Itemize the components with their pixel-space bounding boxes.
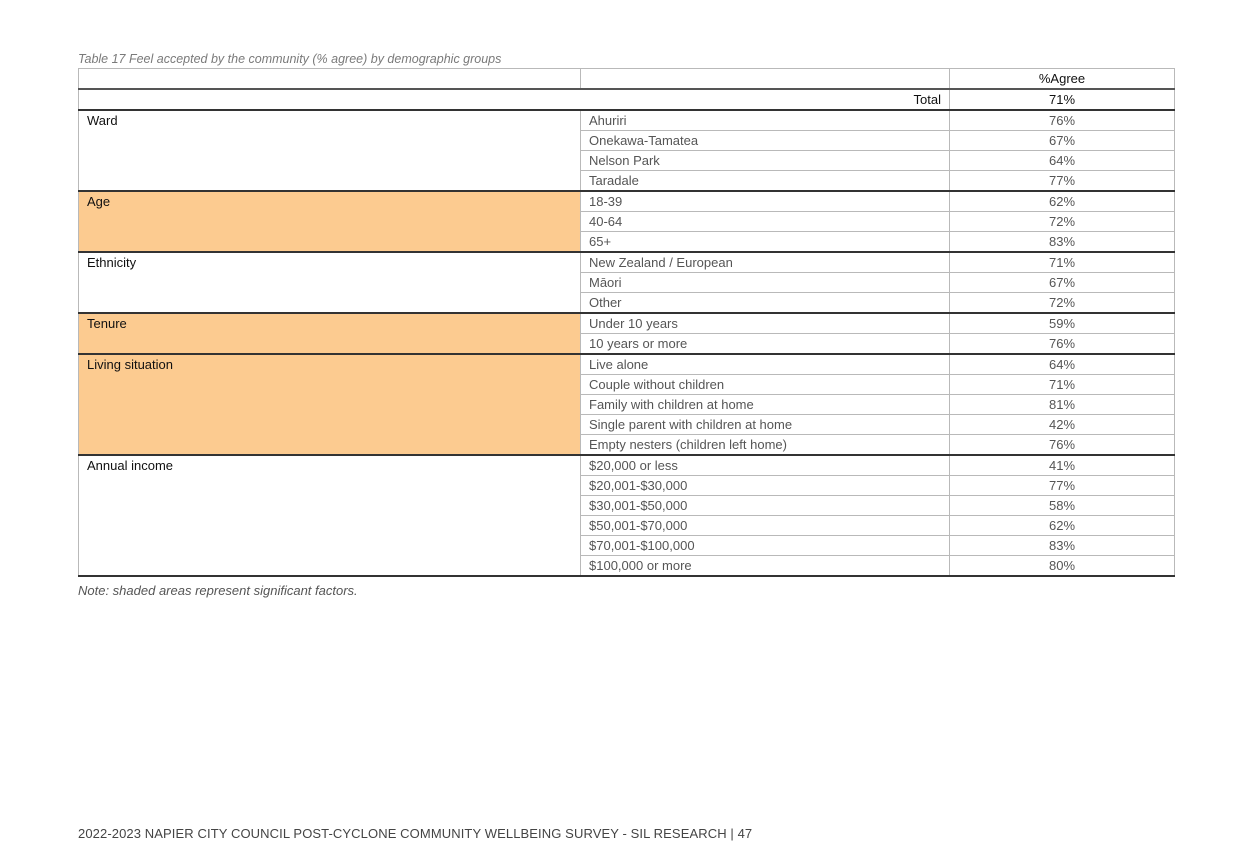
group-label: Tenure: [79, 313, 581, 354]
subgroup-label: $20,000 or less: [581, 455, 950, 476]
table-row: [79, 110, 1175, 131]
subgroup-label: Taradale: [581, 171, 950, 192]
subgroup-label: Nelson Park: [581, 151, 950, 171]
table-row: [79, 191, 1175, 212]
results-table: [78, 68, 1175, 577]
total-row: [79, 89, 1175, 110]
subgroup-label: Empty nesters (children left home): [581, 435, 950, 456]
subgroup-label: 18-39: [581, 191, 950, 212]
agree-value: 76%: [950, 334, 1175, 355]
agree-value: 42%: [950, 415, 1175, 435]
subgroup-label: Single parent with children at home: [581, 415, 950, 435]
subgroup-label: Family with children at home: [581, 395, 950, 415]
group-label: Ward: [79, 110, 581, 191]
agree-value: 77%: [950, 171, 1175, 192]
table-note: Note: shaded areas represent significant factors.: [78, 583, 358, 598]
agree-value: 64%: [950, 354, 1175, 375]
agree-value: 72%: [950, 293, 1175, 314]
subgroup-label: $50,001-$70,000: [581, 516, 950, 536]
subgroup-label: $30,001-$50,000: [581, 496, 950, 516]
subgroup-label: New Zealand / European: [581, 252, 950, 273]
header-agree: %Agree: [950, 69, 1175, 90]
agree-value: 58%: [950, 496, 1175, 516]
header-blank-cell: [581, 69, 950, 90]
total-value: 71%: [950, 89, 1175, 110]
subgroup-label: Couple without children: [581, 375, 950, 395]
subgroup-label: 65+: [581, 232, 950, 253]
subgroup-label: $20,001-$30,000: [581, 476, 950, 496]
agree-value: 72%: [950, 212, 1175, 232]
agree-value: 59%: [950, 313, 1175, 334]
total-label: Total: [79, 89, 950, 110]
group-label: Living situation: [79, 354, 581, 455]
agree-value: 77%: [950, 476, 1175, 496]
subgroup-label: $70,001-$100,000: [581, 536, 950, 556]
table-row: [79, 455, 1175, 476]
subgroup-label: Ahuriri: [581, 110, 950, 131]
group-label: Age: [79, 191, 581, 252]
agree-value: 76%: [950, 435, 1175, 456]
agree-value: 67%: [950, 273, 1175, 293]
subgroup-label: 40-64: [581, 212, 950, 232]
agree-value: 76%: [950, 110, 1175, 131]
subgroup-label: Onekawa-Tamatea: [581, 131, 950, 151]
subgroup-label: Māori: [581, 273, 950, 293]
table-caption: Table 17 Feel accepted by the community (% agree) by demographic groups: [78, 52, 502, 66]
agree-value: 81%: [950, 395, 1175, 415]
group-label: Ethnicity: [79, 252, 581, 313]
subgroup-label: Live alone: [581, 354, 950, 375]
agree-value: 83%: [950, 232, 1175, 253]
subgroup-label: $100,000 or more: [581, 556, 950, 577]
agree-value: 41%: [950, 455, 1175, 476]
agree-value: 71%: [950, 375, 1175, 395]
agree-value: 62%: [950, 516, 1175, 536]
table-row: [79, 252, 1175, 273]
agree-value: 62%: [950, 191, 1175, 212]
agree-value: 80%: [950, 556, 1175, 577]
table-header-row: [79, 69, 1175, 90]
header-blank-cell: [79, 69, 581, 90]
agree-value: 83%: [950, 536, 1175, 556]
agree-value: 67%: [950, 131, 1175, 151]
table-row: [79, 354, 1175, 375]
group-label: Annual income: [79, 455, 581, 576]
subgroup-label: Other: [581, 293, 950, 314]
page-footer: 2022-2023 NAPIER CITY COUNCIL POST-CYCLONE COMMUNITY WELLBEING SURVEY - SIL RESEARCH | 47: [78, 826, 753, 841]
agree-value: 71%: [950, 252, 1175, 273]
subgroup-label: 10 years or more: [581, 334, 950, 355]
subgroup-label: Under 10 years: [581, 313, 950, 334]
agree-value: 64%: [950, 151, 1175, 171]
table-row: [79, 313, 1175, 334]
